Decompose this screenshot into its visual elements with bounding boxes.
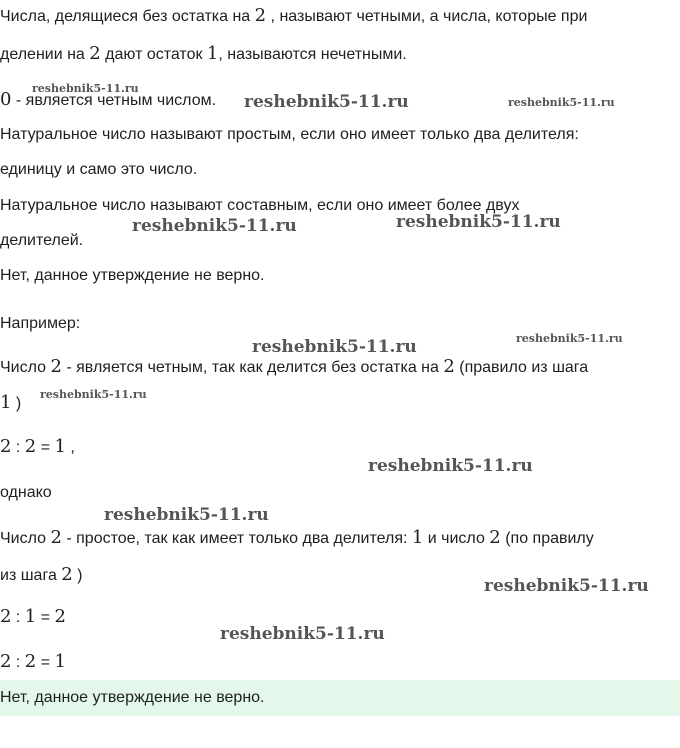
watermark: reshebnik5-11.ru: [368, 456, 533, 476]
prime-definition-line-2: единицу и само это число.: [0, 161, 198, 178]
watermark: reshebnik5-11.ru: [252, 337, 417, 357]
example-even-line-2: 1 ): [0, 392, 22, 413]
watermark: reshebnik5-11.ru: [32, 82, 139, 95]
connector-word: однако: [0, 484, 52, 501]
watermark: reshebnik5-11.ru: [508, 96, 615, 109]
watermark: reshebnik5-11.ru: [220, 624, 385, 644]
watermark: reshebnik5-11.ru: [244, 92, 409, 112]
equation-2-div-2-second: 2 : 2 = 1: [0, 651, 66, 672]
answer-text: Нет, данное утверждение не верно.: [0, 689, 265, 706]
watermark: reshebnik5-11.ru: [396, 212, 561, 232]
statement-verdict: Нет, данное утверждение не верно.: [0, 267, 265, 284]
example-even-line-1: Число 2 - является четным, так как делится без остатка на 2 (правило из шага: [0, 356, 589, 377]
watermark: reshebnik5-11.ru: [132, 216, 297, 236]
composite-definition-line-1: Натуральное число называют составным, если оно имеет более двух: [0, 197, 520, 214]
watermark: reshebnik5-11.ru: [484, 576, 649, 596]
prime-definition-line-1: Натуральное число называют простым, если оно имеет только два делителя:: [0, 126, 579, 143]
equation-2-div-1: 2 : 1 = 2: [0, 606, 66, 627]
example-prime-line-1: Число 2 - простое, так как имеет только два делителя: 1 и число 2 (по правилу: [0, 527, 594, 548]
example-heading: Например:: [0, 315, 81, 332]
text-line-2: делении на 2 дают остаток 1, называются нечетными.: [0, 43, 407, 64]
example-prime-line-2: из шага 2 ): [0, 564, 83, 585]
equation-2-div-2: 2 : 2 = 1 ,: [0, 436, 75, 457]
watermark: reshebnik5-11.ru: [104, 505, 269, 525]
text-line-1: Числа, делящиеся без остатка на 2 , называют четными, а числа, которые при: [0, 5, 588, 26]
watermark: reshebnik5-11.ru: [40, 388, 147, 401]
composite-definition-line-2: делителей.: [0, 232, 84, 249]
text-line-3: 0 - является четным числом.: [0, 89, 217, 110]
watermark: reshebnik5-11.ru: [516, 332, 623, 345]
answer-box: [0, 680, 680, 716]
